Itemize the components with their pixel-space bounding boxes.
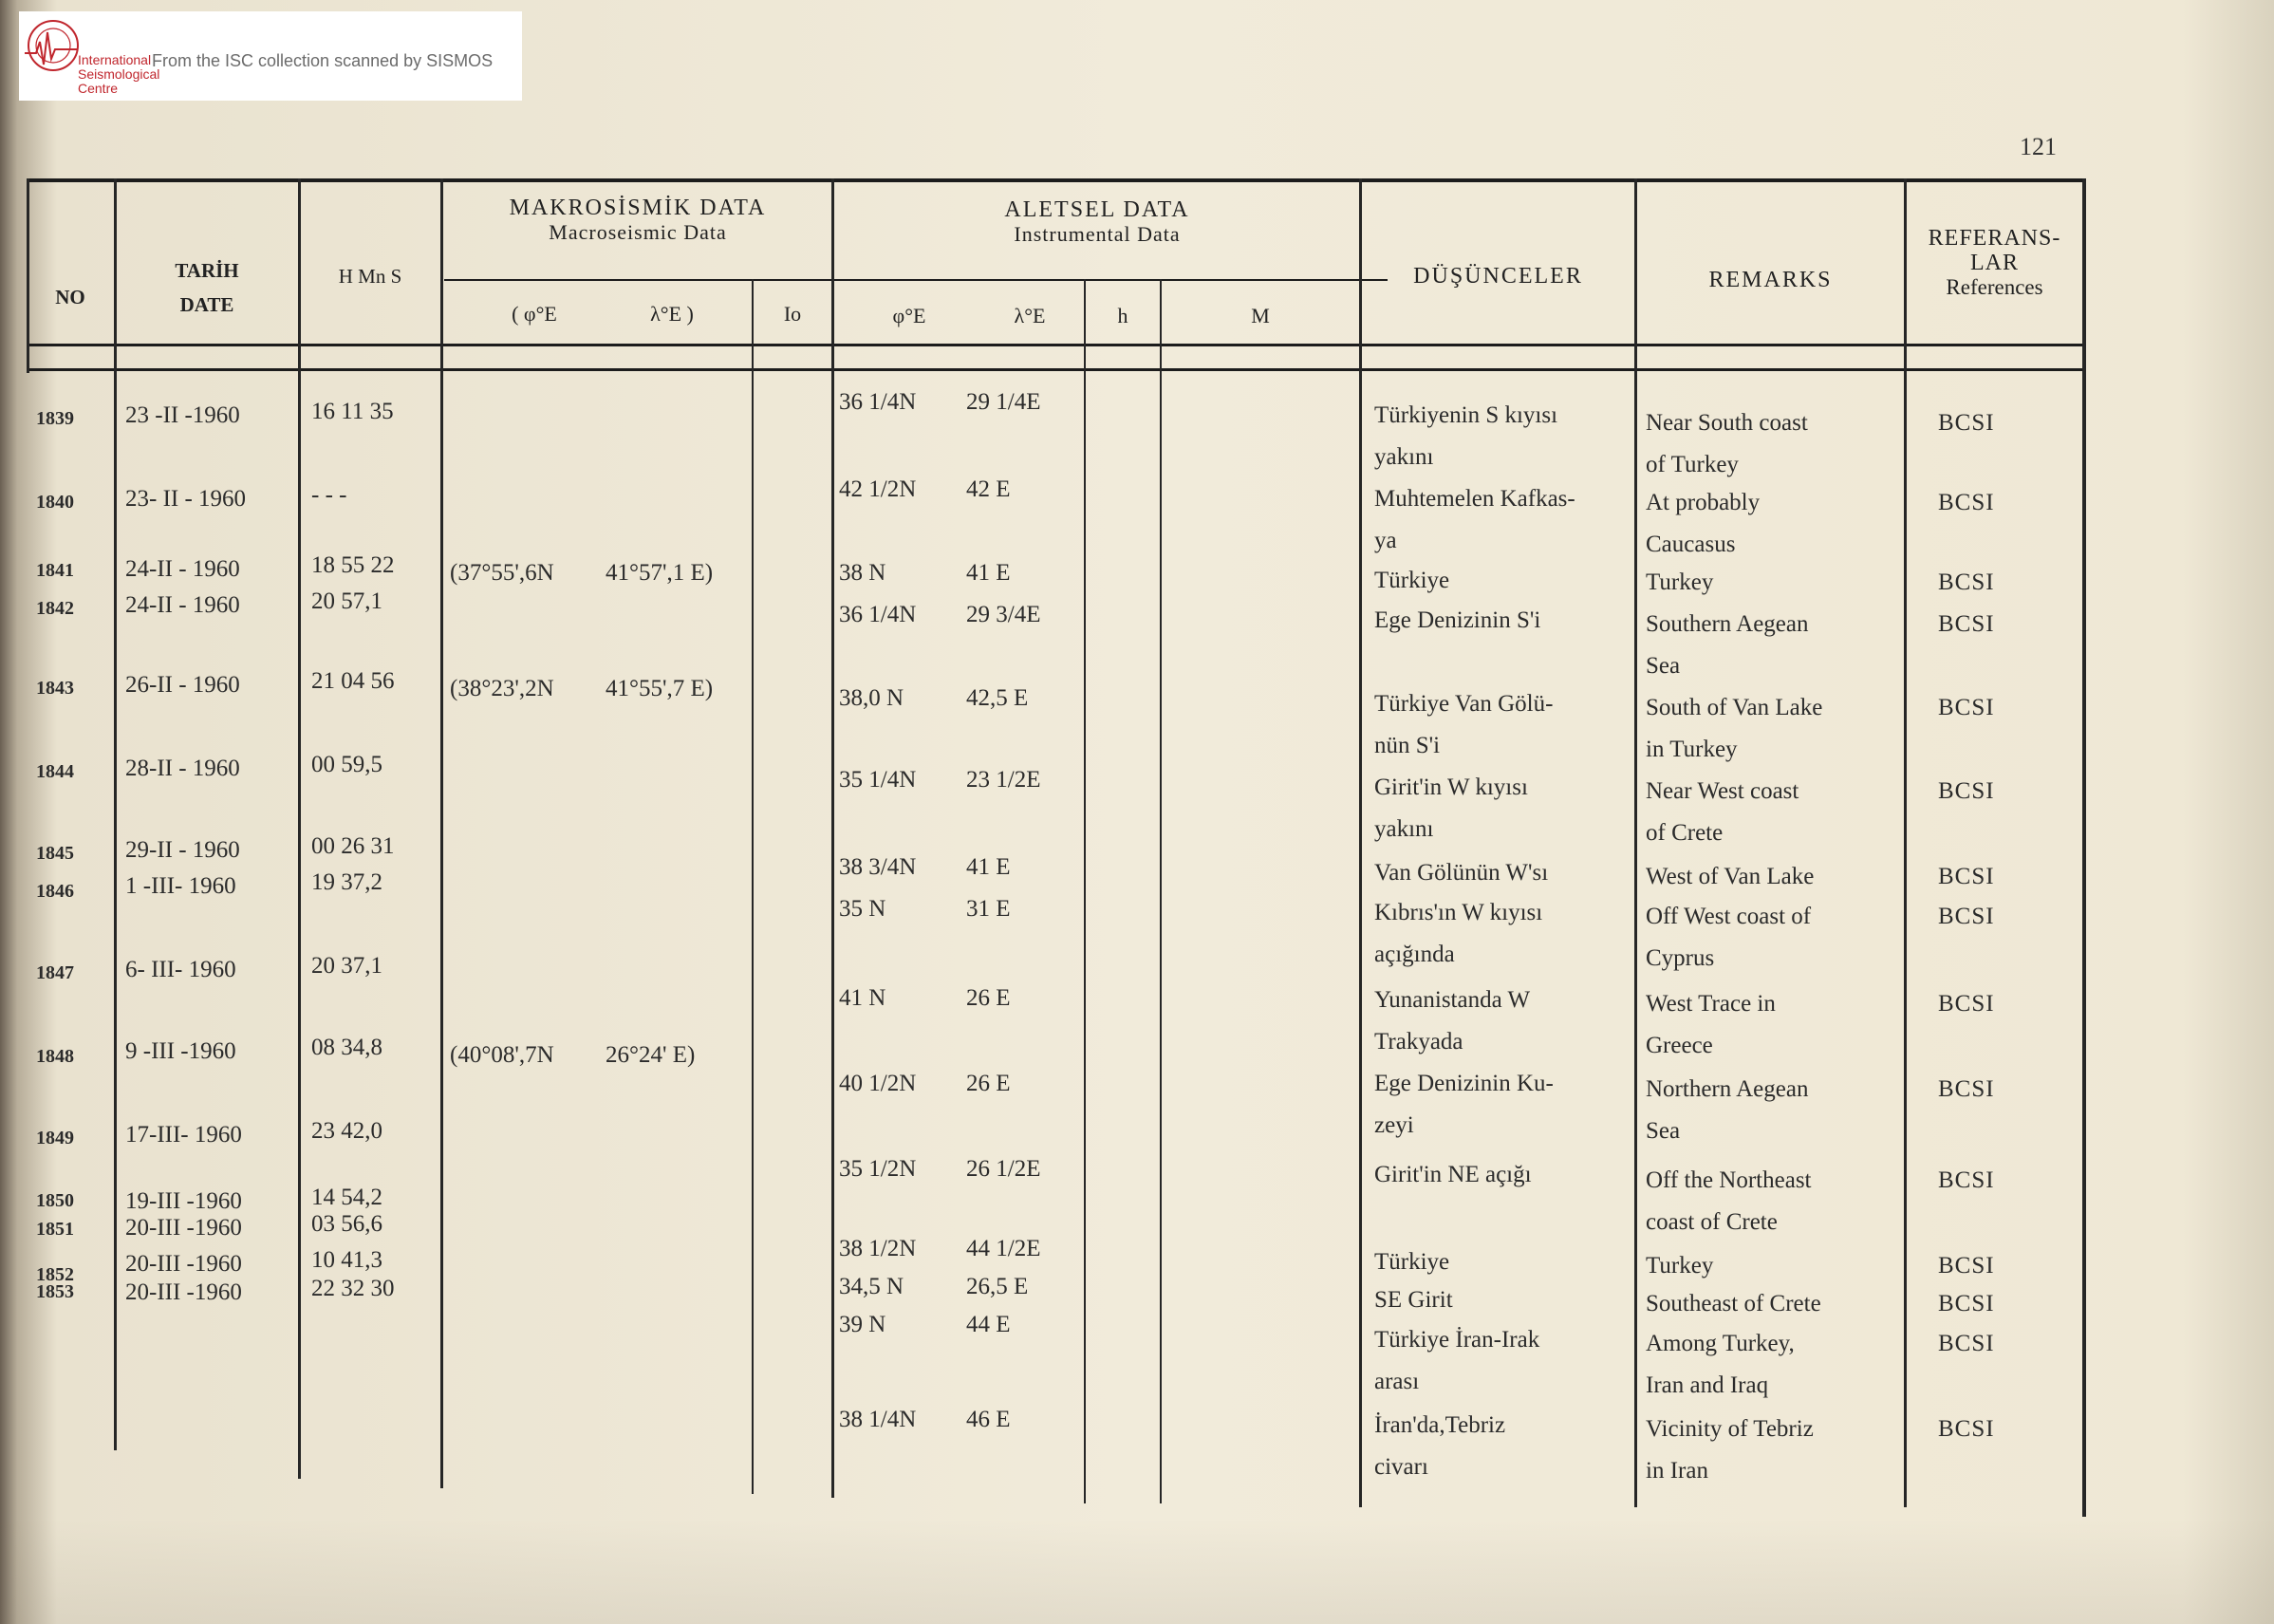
row-no: 1851	[36, 1219, 74, 1240]
col-rule-remarks	[1904, 178, 1907, 1507]
row-time: 19 37,2	[311, 869, 382, 895]
row-no: 1852	[36, 1264, 74, 1285]
row-dusunceler-line: İran'da,Tebriz	[1374, 1412, 1506, 1438]
row-time: 14 54,2	[311, 1185, 382, 1210]
row-dusunceler-line: Türkiye	[1374, 1249, 1450, 1275]
row-inst-lon: 23 1/2E	[966, 767, 1041, 793]
row-remarks-line: Southern Aegean	[1646, 611, 1809, 637]
seismic-table	[27, 178, 2086, 1517]
row-time: 22 32 30	[311, 1276, 395, 1301]
row-inst-lat: 35 1/4N	[839, 767, 917, 793]
col-rule-no	[114, 178, 117, 1450]
row-dusunceler-line: Ege Denizinin Ku-	[1374, 1071, 1554, 1096]
row-date: 6- III- 1960	[125, 957, 236, 982]
col-rule-inst	[1359, 178, 1362, 1507]
row-no: 1844	[36, 761, 74, 782]
row-reference: BCSI	[1938, 1253, 1995, 1279]
row-dusunceler-line: nün S'i	[1374, 733, 1441, 758]
row-macro-lon: 41°57',1 E)	[606, 560, 714, 586]
row-inst-lat: 40 1/2N	[839, 1071, 917, 1096]
col-rule-dus	[1634, 178, 1637, 1507]
row-reference: BCSI	[1938, 1331, 1995, 1356]
col-rule-date	[298, 178, 301, 1479]
row-dusunceler-line: Yunanistanda W	[1374, 987, 1531, 1013]
row-date: 29-II - 1960	[125, 837, 240, 863]
col-rule-left	[27, 178, 29, 373]
row-inst-lon: 41 E	[966, 560, 1011, 586]
row-time: 10 41,3	[311, 1247, 382, 1273]
isc-logo-icon	[23, 15, 80, 91]
row-reference: BCSI	[1938, 569, 1995, 595]
row-remarks-line: Turkey	[1646, 1253, 1714, 1279]
row-inst-lon: 46 E	[966, 1407, 1011, 1432]
row-reference: BCSI	[1938, 611, 1995, 637]
row-no: 1850	[36, 1190, 74, 1211]
col-rule-right	[2082, 178, 2086, 1517]
row-remarks-line: Turkey	[1646, 569, 1714, 595]
header-time: H Mn S	[338, 265, 402, 288]
row-time: 21 04 56	[311, 668, 395, 694]
row-time: 20 37,1	[311, 953, 382, 979]
row-remarks-line: Off West coast of	[1646, 904, 1812, 929]
row-time: - - -	[311, 482, 347, 508]
row-inst-lon: 44 1/2E	[966, 1236, 1041, 1261]
row-inst-lon: 44 E	[966, 1312, 1011, 1337]
isc-org-name	[78, 53, 159, 96]
row-dusunceler-line: Van Gölünün W'sı	[1374, 860, 1549, 886]
row-inst-lat: 38,0 N	[839, 685, 904, 711]
header-inst-title: ALETSEL DATA	[1004, 197, 1190, 222]
row-inst-lat: 38 3/4N	[839, 854, 917, 880]
row-no: 1845	[36, 843, 74, 864]
row-time: 20 57,1	[311, 588, 382, 614]
row-inst-lon: 26,5 E	[966, 1274, 1029, 1299]
row-inst-lon: 26 E	[966, 1071, 1011, 1096]
row-no: 1840	[36, 492, 74, 513]
row-dusunceler-line: Türkiye İran-Irak	[1374, 1327, 1540, 1353]
row-reference: BCSI	[1938, 490, 1995, 515]
header-macro-subtitle: Macroseismic Data	[549, 220, 727, 244]
row-dusunceler-line: Kıbrıs'ın W kıyısı	[1374, 900, 1543, 925]
row-date: 24-II - 1960	[125, 592, 240, 618]
row-date: 20-III -1960	[125, 1251, 242, 1277]
header-dusunceler: DÜŞÜNCELER	[1413, 264, 1583, 289]
row-no: 1843	[36, 678, 74, 699]
org-line-3: Centre	[78, 81, 119, 96]
row-inst-lon: 42,5 E	[966, 685, 1029, 711]
row-dusunceler-line: SE Girit	[1374, 1287, 1453, 1313]
row-macro-lon: 41°55',7 E)	[606, 676, 714, 701]
row-time: 03 56,6	[311, 1211, 382, 1237]
row-reference: BCSI	[1938, 904, 1995, 929]
row-remarks-line: West Trace in	[1646, 991, 1776, 1017]
header-inst-m: M	[1251, 304, 1270, 327]
row-date: 20-III -1960	[125, 1215, 242, 1241]
row-dusunceler-line: Türkiye	[1374, 568, 1450, 593]
header-inst-lon: λ°E	[1014, 304, 1046, 327]
row-remarks-line: Caucasus	[1646, 532, 1736, 557]
row-date: 19-III -1960	[125, 1188, 242, 1214]
row-dusunceler-line: arası	[1374, 1369, 1420, 1394]
row-macro-lon: 26°24' E)	[606, 1042, 696, 1068]
row-inst-lat: 42 1/2N	[839, 476, 917, 502]
row-no: 1841	[36, 560, 74, 581]
row-dusunceler-line: ya	[1374, 528, 1397, 553]
row-reference: BCSI	[1938, 1076, 1995, 1102]
header-ref-line2: LAR	[1970, 251, 2019, 275]
row-remarks-line: in Turkey	[1646, 737, 1738, 762]
row-reference: BCSI	[1938, 1167, 1995, 1193]
row-inst-lat: 35 N	[839, 896, 886, 922]
row-inst-lat: 38 1/4N	[839, 1407, 917, 1432]
header-ref-line3: References	[1946, 275, 2043, 299]
row-inst-lat: 34,5 N	[839, 1274, 904, 1299]
row-remarks-line: Near West coast	[1646, 778, 1799, 804]
row-dusunceler-line: civarı	[1374, 1454, 1428, 1480]
row-date: 23- II - 1960	[125, 486, 247, 512]
header-no: NO	[55, 286, 85, 308]
row-reference: BCSI	[1938, 778, 1995, 804]
row-remarks-line: Greece	[1646, 1033, 1713, 1058]
row-reference: BCSI	[1938, 695, 1995, 720]
row-remarks-line: Southeast of Crete	[1646, 1291, 1821, 1316]
row-remarks-line: Vicinity of Tebriz	[1646, 1416, 1814, 1442]
row-remarks-line: Sea	[1646, 653, 1681, 679]
row-time: 00 59,5	[311, 752, 382, 777]
body-top-rule	[27, 368, 2086, 371]
page-number: 121	[2020, 133, 2057, 160]
row-remarks-line: coast of Crete	[1646, 1209, 1778, 1235]
row-remarks-line: Among Turkey,	[1646, 1331, 1795, 1356]
header-inst-subtitle: Instrumental Data	[1014, 222, 1181, 246]
row-time: 18 55 22	[311, 552, 395, 578]
row-dusunceler-line: açığında	[1374, 942, 1455, 967]
row-date: 24-II - 1960	[125, 556, 240, 582]
row-dusunceler-line: Girit'in NE açığı	[1374, 1162, 1532, 1187]
row-remarks-line: Off the Northeast	[1646, 1167, 1812, 1193]
row-dusunceler-line: Trakyada	[1374, 1029, 1463, 1055]
row-dusunceler-line: Girit'in W kıyısı	[1374, 775, 1528, 800]
col-rule-macro	[831, 178, 834, 1498]
row-date: 23 -II -1960	[125, 402, 240, 428]
row-reference: BCSI	[1938, 1291, 1995, 1316]
row-date: 20-III -1960	[125, 1279, 242, 1305]
row-inst-lat: 36 1/4N	[839, 602, 917, 627]
row-inst-lat: 36 1/4N	[839, 389, 917, 415]
row-reference: BCSI	[1938, 410, 1995, 436]
row-inst-lat: 41 N	[839, 985, 886, 1011]
row-date: 17-III- 1960	[125, 1122, 242, 1148]
header-macro-io: Io	[783, 302, 802, 326]
row-date: 28-II - 1960	[125, 756, 240, 781]
header-date: DATE	[179, 293, 234, 316]
row-date: 9 -III -1960	[125, 1038, 236, 1064]
row-no: 1849	[36, 1128, 74, 1148]
row-dusunceler-line: Muhtemelen Kafkas-	[1374, 486, 1575, 512]
row-remarks-line: in Iran	[1646, 1458, 1708, 1484]
org-line-2: Seismological	[78, 66, 160, 82]
header-tarih: TARİH	[175, 259, 239, 282]
header-macro-lat: ( φ°E	[512, 302, 557, 326]
col-rule-io	[752, 279, 754, 1494]
row-inst-lat: 35 1/2N	[839, 1156, 917, 1182]
row-remarks-line: of Turkey	[1646, 452, 1739, 477]
row-time: 16 11 35	[311, 399, 394, 424]
row-inst-lon: 41 E	[966, 854, 1011, 880]
row-time: 23 42,0	[311, 1118, 382, 1144]
row-inst-lat: 38 N	[839, 560, 886, 586]
row-no: 1853	[36, 1281, 74, 1302]
row-macro-lat: (37°55',6N	[450, 560, 554, 586]
row-remarks-line: Northern Aegean	[1646, 1076, 1809, 1102]
row-inst-lon: 31 E	[966, 896, 1011, 922]
isc-banner	[19, 11, 522, 101]
row-reference: BCSI	[1938, 864, 1995, 889]
row-inst-lon: 29 1/4E	[966, 389, 1041, 415]
row-remarks-line: West of Van Lake	[1646, 864, 1815, 889]
row-inst-lon: 26 E	[966, 985, 1011, 1011]
row-remarks-line: South of Van Lake	[1646, 695, 1823, 720]
row-macro-lat: (40°08',7N	[450, 1042, 554, 1068]
row-remarks-line: Cyprus	[1646, 945, 1715, 971]
col-rule-time	[440, 178, 443, 1488]
row-inst-lat: 39 N	[839, 1312, 886, 1337]
row-date: 1 -III- 1960	[125, 873, 236, 899]
row-time: 08 34,8	[311, 1035, 382, 1060]
row-macro-lat: (38°23',2N	[450, 676, 554, 701]
subheader-rule	[444, 279, 1388, 281]
row-no: 1842	[36, 598, 74, 619]
page-shadow	[0, 1519, 2274, 1624]
header-ref-line1: REFERANS-	[1928, 226, 2061, 251]
header-macro-title: MAKROSİSMİK DATA	[509, 196, 767, 220]
table-top-rule	[27, 178, 2086, 182]
row-remarks-line: Sea	[1646, 1118, 1681, 1144]
header-inst-h: h	[1117, 304, 1128, 327]
row-dusunceler-line: yakını	[1374, 444, 1434, 470]
row-inst-lon: 42 E	[966, 476, 1011, 502]
col-rule-lon	[1084, 279, 1086, 1503]
header-inst-lat: φ°E	[892, 304, 926, 327]
row-inst-lat: 38 1/2N	[839, 1236, 917, 1261]
row-remarks-line: Iran and Iraq	[1646, 1372, 1769, 1398]
row-remarks-line: of Crete	[1646, 820, 1724, 846]
row-no: 1847	[36, 962, 74, 983]
source-text: From the ISC collection scanned by SISMOS	[152, 51, 494, 70]
row-remarks-line: Near South coast	[1646, 410, 1808, 436]
header-remarks: REMARKS	[1708, 268, 1833, 292]
row-time: 00 26 31	[311, 833, 395, 859]
row-inst-lon: 29 3/4E	[966, 602, 1041, 627]
header-macro-lon: λ°E )	[650, 302, 694, 326]
row-remarks-line: At probably	[1646, 490, 1761, 515]
row-reference: BCSI	[1938, 1416, 1995, 1442]
row-no: 1839	[36, 408, 74, 429]
row-no: 1848	[36, 1046, 74, 1067]
org-line-1: International	[78, 52, 152, 67]
row-reference: BCSI	[1938, 991, 1995, 1017]
row-date: 26-II - 1960	[125, 672, 240, 698]
row-dusunceler-line: yakını	[1374, 816, 1434, 842]
row-dusunceler-line: Türkiyenin S kıyısı	[1374, 402, 1558, 428]
row-inst-lon: 26 1/2E	[966, 1156, 1041, 1182]
col-rule-h	[1160, 279, 1162, 1503]
row-no: 1846	[36, 881, 74, 902]
row-dusunceler-line: Türkiye Van Gölü-	[1374, 691, 1554, 717]
header-bottom-rule	[27, 344, 2086, 346]
row-dusunceler-line: Ege Denizinin S'i	[1374, 607, 1541, 633]
row-dusunceler-line: zeyi	[1374, 1112, 1414, 1138]
